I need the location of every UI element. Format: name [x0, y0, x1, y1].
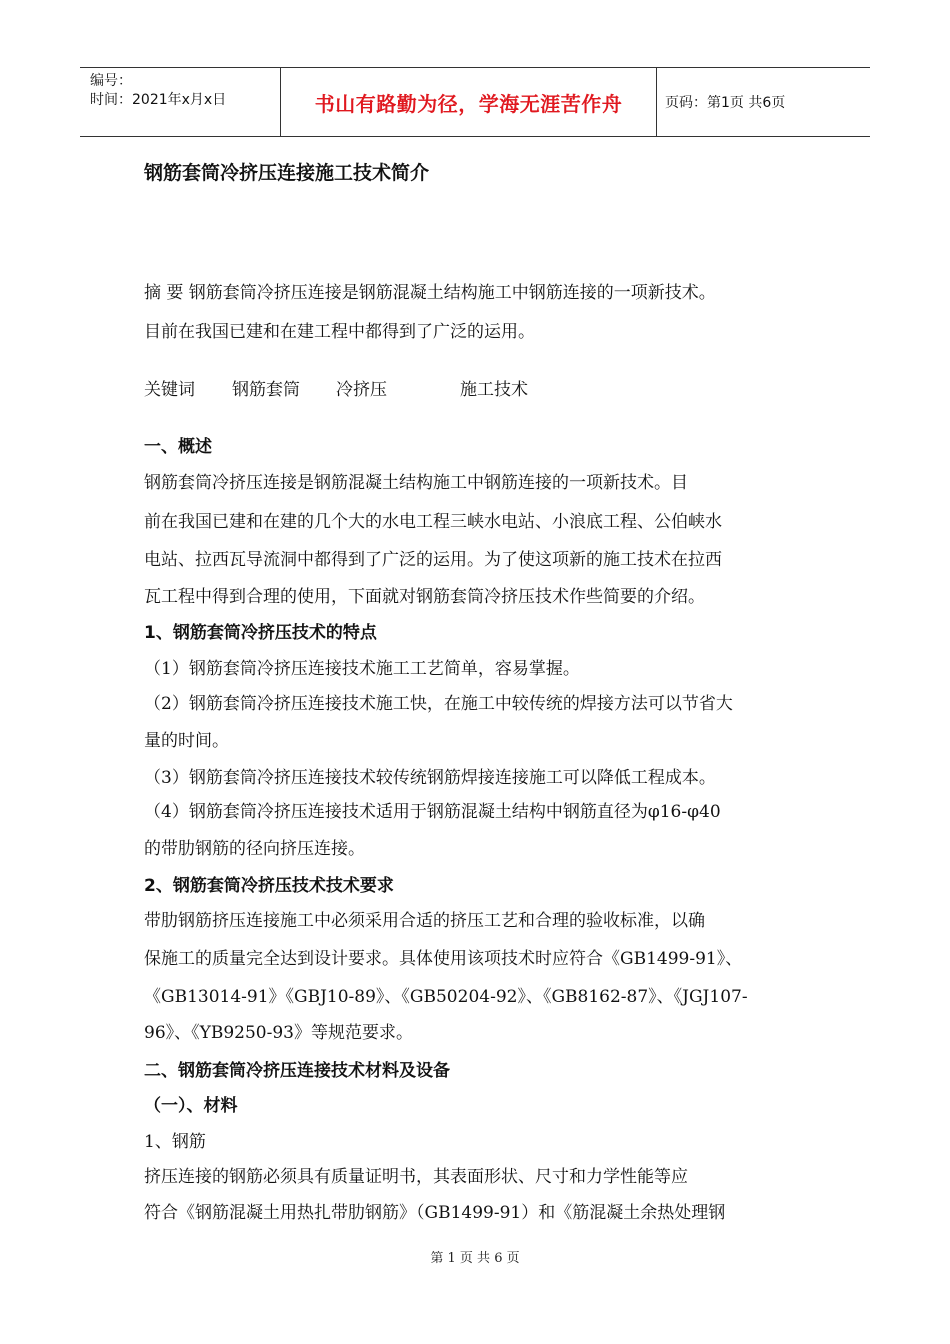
item-heading: 1、钢筋 [144, 1132, 206, 1152]
page-footer: 第 1 页 共 6 页 [430, 1251, 520, 1266]
header-table [80, 67, 870, 137]
keyword-3: 施工技术 [460, 380, 528, 400]
time-label: 时间：2021年x月x日 [90, 92, 227, 108]
subsection-heading: （一）、材料 [144, 1096, 238, 1116]
paragraph-line: 带肋钢筋挤压连接施工中必须采用合适的挤压工艺和合理的验收标准，以确 [144, 911, 705, 931]
paragraph-line: 保施工的质量完全达到设计要求。具体使用该项技术时应符合《GB1499-91》、 [144, 949, 743, 969]
header-motto: 书山有路勤为径，学海无涯苦作舟 [281, 68, 657, 136]
section-heading: 一、概述 [144, 437, 212, 457]
section-heading: 二、钢筋套筒冷挤压连接技术材料及设备 [144, 1061, 450, 1081]
document-title: 钢筋套筒冷挤压连接施工技术简介 [144, 162, 430, 184]
paragraph-line: 钢筋套筒冷挤压连接是钢筋混凝土结构施工中钢筋连接的一项新技术。目 [144, 473, 688, 493]
paragraph-line: 前在我国已建和在建的几个大的水电工程三峡水电站、小浪底工程、公伯峡水 [144, 512, 722, 532]
paragraph-line: 符合《钢筋混凝土用热扎带肋钢筋》（GB1499-91）和《筋混凝土余热处理钢 [144, 1203, 726, 1223]
feature-item: （2）钢筋套筒冷挤压连接技术施工快，在施工中较传统的焊接方法可以节省大 [144, 694, 733, 714]
subsection-heading: 1、钢筋套筒冷挤压技术的特点 [144, 623, 377, 643]
header-page-code: 页码：第1页 共6页 [665, 95, 786, 111]
keywords-label: 关键词 [144, 380, 195, 400]
feature-item: 量的时间。 [144, 731, 229, 751]
number-label: 编号： [90, 73, 132, 89]
abstract-line-1: 摘 要 钢筋套筒冷挤压连接是钢筋混凝土结构施工中钢筋连接的一项新技术。 [144, 283, 716, 303]
feature-item: （3）钢筋套筒冷挤压连接技术较传统钢筋焊接连接施工可以降低工程成本。 [144, 768, 716, 788]
keyword-1: 钢筋套筒 [232, 380, 300, 400]
abstract-line-2: 目前在我国已建和在建工程中都得到了广泛的运用。 [144, 322, 535, 342]
subsection-heading: 2、钢筋套筒冷挤压技术技术要求 [144, 876, 394, 896]
feature-item: （4）钢筋套筒冷挤压连接技术适用于钢筋混凝土结构中钢筋直径为φ16-φ40 [144, 802, 721, 822]
feature-item: （1）钢筋套筒冷挤压连接技术施工工艺简单，容易掌握。 [144, 659, 580, 679]
header-meta [80, 68, 281, 136]
paragraph-line: 电站、拉西瓦导流洞中都得到了广泛的运用。为了使这项新的施工技术在拉西 [144, 550, 722, 570]
paragraph-line: 《GB13014-91》《GBJ10-89》、《GB50204-92》、《GB8162-87》、《JGJ107- [144, 987, 748, 1007]
feature-item: 的带肋钢筋的径向挤压连接。 [144, 839, 365, 859]
paragraph-line: 挤压连接的钢筋必须具有质量证明书，其表面形状、尺寸和力学性能等应 [144, 1167, 688, 1187]
keyword-2: 冷挤压 [336, 380, 387, 400]
paragraph-line: 瓦工程中得到合理的使用，下面就对钢筋套筒冷挤压技术作些简要的介绍。 [144, 587, 705, 607]
paragraph-line: 96》、《YB9250-93》等规范要求。 [144, 1023, 413, 1043]
